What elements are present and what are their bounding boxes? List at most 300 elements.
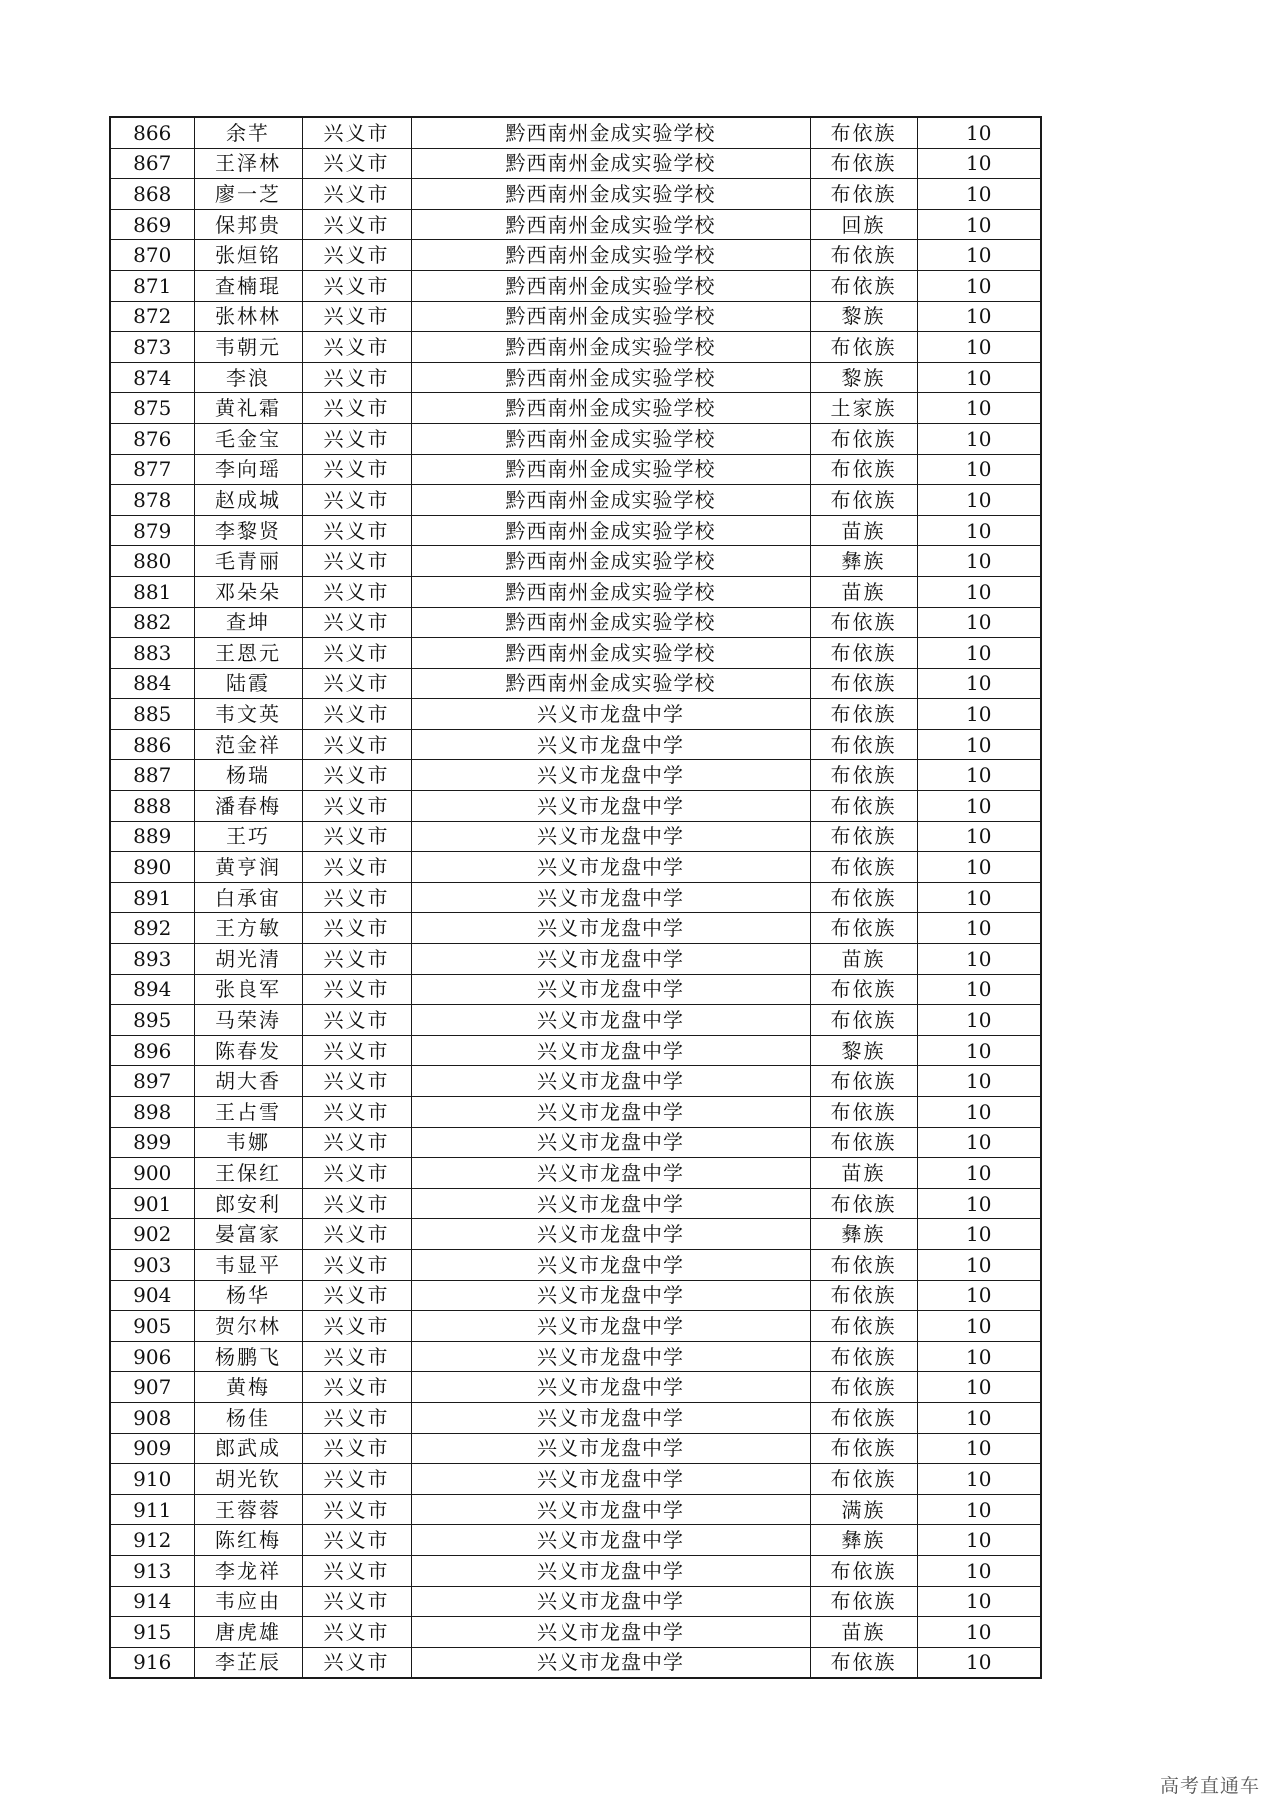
student-name-cell: 王巧 — [194, 821, 302, 852]
score-cell: 10 — [917, 1555, 1041, 1586]
student-name-cell: 李向瑶 — [194, 454, 302, 485]
table-row — [110, 576, 1041, 607]
city-cell: 兴义市 — [302, 301, 411, 332]
score-cell: 10 — [917, 1464, 1041, 1495]
city-cell: 兴义市 — [302, 882, 411, 913]
city-cell: 兴义市 — [302, 148, 411, 179]
school-cell: 兴义市龙盘中学 — [411, 1647, 810, 1678]
row-number-cell: 888 — [110, 791, 194, 822]
score-cell: 10 — [917, 179, 1041, 210]
city-cell: 兴义市 — [302, 1433, 411, 1464]
ethnicity-cell: 布依族 — [810, 485, 917, 516]
ethnicity-cell: 布依族 — [810, 1341, 917, 1372]
student-name-cell: 黄礼霜 — [194, 393, 302, 424]
score-cell: 10 — [917, 1525, 1041, 1556]
row-number-cell: 876 — [110, 423, 194, 454]
row-number-cell: 878 — [110, 485, 194, 516]
school-cell: 黔西南州金成实验学校 — [411, 301, 810, 332]
row-number-cell: 915 — [110, 1617, 194, 1648]
student-name-cell: 王泽林 — [194, 148, 302, 179]
student-name-cell: 韦朝元 — [194, 332, 302, 363]
score-cell: 10 — [917, 1647, 1041, 1678]
ethnicity-cell: 满族 — [810, 1494, 917, 1525]
student-name-cell: 晏富家 — [194, 1219, 302, 1250]
student-name-cell: 韦娜 — [194, 1127, 302, 1158]
table-row — [110, 240, 1041, 271]
ethnicity-cell: 布依族 — [810, 821, 917, 852]
table-row — [110, 668, 1041, 699]
city-cell: 兴义市 — [302, 1188, 411, 1219]
school-cell: 黔西南州金成实验学校 — [411, 179, 810, 210]
city-cell: 兴义市 — [302, 393, 411, 424]
school-cell: 黔西南州金成实验学校 — [411, 393, 810, 424]
score-cell: 10 — [917, 1066, 1041, 1097]
score-cell: 10 — [917, 362, 1041, 393]
ethnicity-cell: 布依族 — [810, 1005, 917, 1036]
score-cell: 10 — [917, 944, 1041, 975]
school-cell: 兴义市龙盘中学 — [411, 1617, 810, 1648]
school-cell: 兴义市龙盘中学 — [411, 944, 810, 975]
ethnicity-cell: 布依族 — [810, 332, 917, 363]
ethnicity-cell: 布依族 — [810, 1433, 917, 1464]
table-row — [110, 117, 1041, 148]
city-cell: 兴义市 — [302, 362, 411, 393]
row-number-cell: 898 — [110, 1097, 194, 1128]
ethnicity-cell: 布依族 — [810, 638, 917, 669]
city-cell: 兴义市 — [302, 1158, 411, 1189]
student-name-cell: 杨华 — [194, 1280, 302, 1311]
ethnicity-cell: 布依族 — [810, 729, 917, 760]
table-row — [110, 1647, 1041, 1678]
row-number-cell: 887 — [110, 760, 194, 791]
city-cell: 兴义市 — [302, 1555, 411, 1586]
ethnicity-cell: 黎族 — [810, 362, 917, 393]
city-cell: 兴义市 — [302, 1586, 411, 1617]
ethnicity-cell: 布依族 — [810, 1372, 917, 1403]
score-cell: 10 — [917, 1402, 1041, 1433]
student-name-cell: 李浪 — [194, 362, 302, 393]
school-cell: 兴义市龙盘中学 — [411, 1494, 810, 1525]
student-name-cell: 胡光清 — [194, 944, 302, 975]
score-cell: 10 — [917, 729, 1041, 760]
row-number-cell: 882 — [110, 607, 194, 638]
student-name-cell: 陈红梅 — [194, 1525, 302, 1556]
row-number-cell: 903 — [110, 1249, 194, 1280]
score-cell: 10 — [917, 240, 1041, 271]
ethnicity-cell: 布依族 — [810, 882, 917, 913]
watermark-text: 高考直通车 — [1159, 1775, 1260, 1797]
city-cell: 兴义市 — [302, 821, 411, 852]
city-cell: 兴义市 — [302, 1219, 411, 1250]
row-number-cell: 883 — [110, 638, 194, 669]
school-cell: 黔西南州金成实验学校 — [411, 454, 810, 485]
student-name-cell: 廖一芝 — [194, 179, 302, 210]
score-cell: 10 — [917, 1097, 1041, 1128]
school-cell: 黔西南州金成实验学校 — [411, 607, 810, 638]
score-cell: 10 — [917, 1586, 1041, 1617]
ethnicity-cell: 布依族 — [810, 791, 917, 822]
city-cell: 兴义市 — [302, 699, 411, 730]
student-name-cell: 陆霞 — [194, 668, 302, 699]
city-cell: 兴义市 — [302, 1311, 411, 1342]
ethnicity-cell: 苗族 — [810, 1158, 917, 1189]
ethnicity-cell: 布依族 — [810, 668, 917, 699]
table-row — [110, 974, 1041, 1005]
table-row — [110, 944, 1041, 975]
city-cell: 兴义市 — [302, 423, 411, 454]
school-cell: 黔西南州金成实验学校 — [411, 240, 810, 271]
score-cell: 10 — [917, 423, 1041, 454]
ethnicity-cell: 苗族 — [810, 576, 917, 607]
row-number-cell: 911 — [110, 1494, 194, 1525]
row-number-cell: 906 — [110, 1341, 194, 1372]
row-number-cell: 912 — [110, 1525, 194, 1556]
row-number-cell: 895 — [110, 1005, 194, 1036]
row-number-cell: 904 — [110, 1280, 194, 1311]
table-row — [110, 485, 1041, 516]
city-cell: 兴义市 — [302, 760, 411, 791]
school-cell: 兴义市龙盘中学 — [411, 821, 810, 852]
student-name-cell: 张良军 — [194, 974, 302, 1005]
school-cell: 兴义市龙盘中学 — [411, 974, 810, 1005]
score-cell: 10 — [917, 1219, 1041, 1250]
student-name-cell: 贺尔林 — [194, 1311, 302, 1342]
ethnicity-cell: 布依族 — [810, 1127, 917, 1158]
row-number-cell: 881 — [110, 576, 194, 607]
city-cell: 兴义市 — [302, 454, 411, 485]
table-row — [110, 1402, 1041, 1433]
table-row — [110, 1097, 1041, 1128]
row-number-cell: 871 — [110, 270, 194, 301]
ethnicity-cell: 土家族 — [810, 393, 917, 424]
school-cell: 兴义市龙盘中学 — [411, 1525, 810, 1556]
score-cell: 10 — [917, 699, 1041, 730]
table-row — [110, 1372, 1041, 1403]
ethnicity-cell: 布依族 — [810, 1249, 917, 1280]
score-cell: 10 — [917, 1035, 1041, 1066]
table-row — [110, 1005, 1041, 1036]
ethnicity-cell: 布依族 — [810, 148, 917, 179]
table-row — [110, 791, 1041, 822]
school-cell: 兴义市龙盘中学 — [411, 699, 810, 730]
score-cell: 10 — [917, 576, 1041, 607]
student-name-cell: 唐虎雄 — [194, 1617, 302, 1648]
city-cell: 兴义市 — [302, 1525, 411, 1556]
score-cell: 10 — [917, 332, 1041, 363]
student-name-cell: 毛金宝 — [194, 423, 302, 454]
score-cell: 10 — [917, 1158, 1041, 1189]
school-cell: 黔西南州金成实验学校 — [411, 362, 810, 393]
student-name-cell: 王蓉蓉 — [194, 1494, 302, 1525]
ethnicity-cell: 布依族 — [810, 270, 917, 301]
city-cell: 兴义市 — [302, 1372, 411, 1403]
school-cell: 兴义市龙盘中学 — [411, 1555, 810, 1586]
row-number-cell: 890 — [110, 852, 194, 883]
school-cell: 兴义市龙盘中学 — [411, 1127, 810, 1158]
ethnicity-cell: 布依族 — [810, 974, 917, 1005]
city-cell: 兴义市 — [302, 1035, 411, 1066]
row-number-cell: 885 — [110, 699, 194, 730]
ethnicity-cell: 布依族 — [810, 913, 917, 944]
school-cell: 兴义市龙盘中学 — [411, 1433, 810, 1464]
ethnicity-cell: 布依族 — [810, 454, 917, 485]
city-cell: 兴义市 — [302, 668, 411, 699]
city-cell: 兴义市 — [302, 117, 411, 148]
row-number-cell: 907 — [110, 1372, 194, 1403]
student-name-cell: 保邦贵 — [194, 209, 302, 240]
student-name-cell: 李黎贤 — [194, 515, 302, 546]
school-cell: 兴义市龙盘中学 — [411, 1586, 810, 1617]
school-cell: 黔西南州金成实验学校 — [411, 485, 810, 516]
city-cell: 兴义市 — [302, 1280, 411, 1311]
score-cell: 10 — [917, 301, 1041, 332]
city-cell: 兴义市 — [302, 729, 411, 760]
table-row — [110, 454, 1041, 485]
school-cell: 兴义市龙盘中学 — [411, 1249, 810, 1280]
school-cell: 兴义市龙盘中学 — [411, 1005, 810, 1036]
ethnicity-cell: 布依族 — [810, 1402, 917, 1433]
score-cell: 10 — [917, 1617, 1041, 1648]
city-cell: 兴义市 — [302, 576, 411, 607]
table-row — [110, 1127, 1041, 1158]
ethnicity-cell: 布依族 — [810, 699, 917, 730]
city-cell: 兴义市 — [302, 791, 411, 822]
student-name-cell: 马荣涛 — [194, 1005, 302, 1036]
student-name-cell: 李芷辰 — [194, 1647, 302, 1678]
student-name-cell: 李龙祥 — [194, 1555, 302, 1586]
table-row — [110, 332, 1041, 363]
student-name-cell: 黄亨润 — [194, 852, 302, 883]
score-cell: 10 — [917, 515, 1041, 546]
table-row — [110, 1188, 1041, 1219]
table-row — [110, 148, 1041, 179]
city-cell: 兴义市 — [302, 1127, 411, 1158]
row-number-cell: 880 — [110, 546, 194, 577]
city-cell: 兴义市 — [302, 1402, 411, 1433]
row-number-cell: 913 — [110, 1555, 194, 1586]
table-row — [110, 1464, 1041, 1495]
student-name-cell: 胡大香 — [194, 1066, 302, 1097]
ethnicity-cell: 布依族 — [810, 1188, 917, 1219]
school-cell: 黔西南州金成实验学校 — [411, 209, 810, 240]
score-cell: 10 — [917, 607, 1041, 638]
city-cell: 兴义市 — [302, 913, 411, 944]
row-number-cell: 886 — [110, 729, 194, 760]
table-row — [110, 1617, 1041, 1648]
table-row — [110, 1280, 1041, 1311]
score-cell: 10 — [917, 1188, 1041, 1219]
row-number-cell: 914 — [110, 1586, 194, 1617]
table-row — [110, 1341, 1041, 1372]
student-name-cell: 毛青丽 — [194, 546, 302, 577]
ethnicity-cell: 彝族 — [810, 546, 917, 577]
score-cell: 10 — [917, 1249, 1041, 1280]
school-cell: 兴义市龙盘中学 — [411, 760, 810, 791]
city-cell: 兴义市 — [302, 1249, 411, 1280]
ethnicity-cell: 黎族 — [810, 1035, 917, 1066]
city-cell: 兴义市 — [302, 1097, 411, 1128]
student-name-cell: 杨佳 — [194, 1402, 302, 1433]
school-cell: 兴义市龙盘中学 — [411, 1158, 810, 1189]
student-name-cell: 韦显平 — [194, 1249, 302, 1280]
school-cell: 兴义市龙盘中学 — [411, 729, 810, 760]
table-row — [110, 179, 1041, 210]
school-cell: 黔西南州金成实验学校 — [411, 117, 810, 148]
row-number-cell: 899 — [110, 1127, 194, 1158]
row-number-cell: 900 — [110, 1158, 194, 1189]
ethnicity-cell: 布依族 — [810, 852, 917, 883]
row-number-cell: 897 — [110, 1066, 194, 1097]
student-name-cell: 邓朵朵 — [194, 576, 302, 607]
student-name-cell: 王占雪 — [194, 1097, 302, 1128]
score-cell: 10 — [917, 1127, 1041, 1158]
score-cell: 10 — [917, 1341, 1041, 1372]
city-cell: 兴义市 — [302, 179, 411, 210]
city-cell: 兴义市 — [302, 638, 411, 669]
school-cell: 兴义市龙盘中学 — [411, 1464, 810, 1495]
school-cell: 兴义市龙盘中学 — [411, 882, 810, 913]
student-name-cell: 查坤 — [194, 607, 302, 638]
score-cell: 10 — [917, 821, 1041, 852]
student-name-cell: 赵成城 — [194, 485, 302, 516]
table-row — [110, 1311, 1041, 1342]
school-cell: 黔西南州金成实验学校 — [411, 515, 810, 546]
ethnicity-cell: 布依族 — [810, 1464, 917, 1495]
student-name-cell: 张烜铭 — [194, 240, 302, 271]
row-number-cell: 873 — [110, 332, 194, 363]
table-row — [110, 301, 1041, 332]
ethnicity-cell: 回族 — [810, 209, 917, 240]
school-cell: 兴义市龙盘中学 — [411, 852, 810, 883]
ethnicity-cell: 彝族 — [810, 1219, 917, 1250]
table-row — [110, 760, 1041, 791]
city-cell: 兴义市 — [302, 944, 411, 975]
roster-body — [110, 117, 1041, 1678]
ethnicity-cell: 苗族 — [810, 944, 917, 975]
school-cell: 兴义市龙盘中学 — [411, 1402, 810, 1433]
city-cell: 兴义市 — [302, 1066, 411, 1097]
table-row — [110, 1555, 1041, 1586]
table-row — [110, 699, 1041, 730]
table-row — [110, 1586, 1041, 1617]
ethnicity-cell: 布依族 — [810, 1066, 917, 1097]
row-number-cell: 910 — [110, 1464, 194, 1495]
row-number-cell: 916 — [110, 1647, 194, 1678]
row-number-cell: 896 — [110, 1035, 194, 1066]
table-row — [110, 1433, 1041, 1464]
student-name-cell: 白承宙 — [194, 882, 302, 913]
row-number-cell: 892 — [110, 913, 194, 944]
score-cell: 10 — [917, 270, 1041, 301]
school-cell: 兴义市龙盘中学 — [411, 1035, 810, 1066]
school-cell: 黔西南州金成实验学校 — [411, 668, 810, 699]
table-row — [110, 1525, 1041, 1556]
ethnicity-cell: 布依族 — [810, 179, 917, 210]
score-cell: 10 — [917, 454, 1041, 485]
row-number-cell: 909 — [110, 1433, 194, 1464]
city-cell: 兴义市 — [302, 1617, 411, 1648]
ethnicity-cell: 苗族 — [810, 1617, 917, 1648]
ethnicity-cell: 黎族 — [810, 301, 917, 332]
student-name-cell: 杨瑞 — [194, 760, 302, 791]
score-cell: 10 — [917, 485, 1041, 516]
score-cell: 10 — [917, 852, 1041, 883]
school-cell: 黔西南州金成实验学校 — [411, 423, 810, 454]
student-name-cell: 查楠琨 — [194, 270, 302, 301]
score-cell: 10 — [917, 546, 1041, 577]
table-row — [110, 821, 1041, 852]
score-cell: 10 — [917, 1280, 1041, 1311]
row-number-cell: 905 — [110, 1311, 194, 1342]
school-cell: 兴义市龙盘中学 — [411, 1341, 810, 1372]
school-cell: 黔西南州金成实验学校 — [411, 638, 810, 669]
score-cell: 10 — [917, 882, 1041, 913]
student-name-cell: 王保红 — [194, 1158, 302, 1189]
student-name-cell: 潘春梅 — [194, 791, 302, 822]
school-cell: 兴义市龙盘中学 — [411, 1219, 810, 1250]
city-cell: 兴义市 — [302, 1494, 411, 1525]
row-number-cell: 874 — [110, 362, 194, 393]
row-number-cell: 875 — [110, 393, 194, 424]
table-row — [110, 1035, 1041, 1066]
school-cell: 兴义市龙盘中学 — [411, 791, 810, 822]
row-number-cell: 889 — [110, 821, 194, 852]
table-row — [110, 729, 1041, 760]
city-cell: 兴义市 — [302, 852, 411, 883]
table-row — [110, 546, 1041, 577]
table-row — [110, 1066, 1041, 1097]
row-number-cell: 884 — [110, 668, 194, 699]
school-cell: 黔西南州金成实验学校 — [411, 148, 810, 179]
row-number-cell: 902 — [110, 1219, 194, 1250]
table-row — [110, 1158, 1041, 1189]
table-row — [110, 423, 1041, 454]
city-cell: 兴义市 — [302, 607, 411, 638]
table-row — [110, 882, 1041, 913]
row-number-cell: 877 — [110, 454, 194, 485]
score-cell: 10 — [917, 1372, 1041, 1403]
score-cell: 10 — [917, 760, 1041, 791]
student-name-cell: 王方敏 — [194, 913, 302, 944]
student-name-cell: 韦应由 — [194, 1586, 302, 1617]
table-row — [110, 638, 1041, 669]
ethnicity-cell: 布依族 — [810, 1097, 917, 1128]
row-number-cell: 894 — [110, 974, 194, 1005]
city-cell: 兴义市 — [302, 515, 411, 546]
table-row — [110, 852, 1041, 883]
student-name-cell: 郎安利 — [194, 1188, 302, 1219]
student-name-cell: 陈春发 — [194, 1035, 302, 1066]
roster-table — [109, 116, 1042, 1679]
row-number-cell: 866 — [110, 117, 194, 148]
ethnicity-cell: 布依族 — [810, 1280, 917, 1311]
city-cell: 兴义市 — [302, 1464, 411, 1495]
student-name-cell: 韦文英 — [194, 699, 302, 730]
table-row — [110, 393, 1041, 424]
ethnicity-cell: 布依族 — [810, 1586, 917, 1617]
ethnicity-cell: 布依族 — [810, 1647, 917, 1678]
score-cell: 10 — [917, 1433, 1041, 1464]
score-cell: 10 — [917, 913, 1041, 944]
city-cell: 兴义市 — [302, 209, 411, 240]
ethnicity-cell: 布依族 — [810, 1555, 917, 1586]
student-name-cell: 王恩元 — [194, 638, 302, 669]
school-cell: 黔西南州金成实验学校 — [411, 576, 810, 607]
school-cell: 兴义市龙盘中学 — [411, 1097, 810, 1128]
row-number-cell: 879 — [110, 515, 194, 546]
school-cell: 黔西南州金成实验学校 — [411, 270, 810, 301]
table-row — [110, 270, 1041, 301]
